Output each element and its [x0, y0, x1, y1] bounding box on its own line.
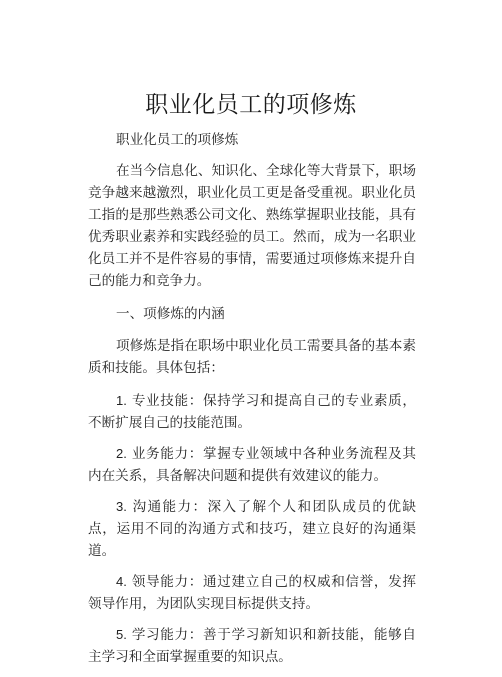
document-title: 职业化员工的项修炼 [145, 92, 357, 118]
list-item [88, 624, 416, 668]
list-item-text: 沟通能力：深入了解个人和团队成员的优缺点，运用不同的沟通方式和技巧，建立良好的沟通渠道。 [88, 499, 416, 559]
list-item-text: 专业技能：保持学习和提高自己的专业素质，不断扩展自己的技能范围。 [88, 393, 416, 431]
list-item [88, 390, 416, 434]
section-intro-paragraph: 项修炼是指在职场中职业化员工需要具备的基本素质和技能。具体包括： [88, 338, 416, 376]
list-item [88, 571, 416, 615]
list-item-text: 学习能力：善于学习新知识和新技能，能够自主学习和全面掌握重要的知识点。 [88, 627, 416, 665]
document-subtitle: 职业化员工的项修炼 [116, 132, 239, 148]
list-item-number: 4. [116, 574, 127, 589]
intro-paragraph: 在当今信息化、知识化、全球化等大背景下，职场竞争越来越激烈，职业化员工更是备受重视。职业化员工指的是那些熟悉公司文化、熟练掌握职业技能，具有优秀职业素养和实践经验的员工。然而，成为一名职业化员工并不是件容易的事情，需要通过项修炼来提升自己的能力和竞争力。 [88, 163, 416, 289]
list-item-number: 2. [116, 446, 127, 461]
list-item-text: 领导能力：通过建立自己的权威和信誉，发挥领导作用，为团队实现目标提供支持。 [88, 574, 416, 612]
list-item-number: 3. [116, 499, 127, 514]
section-heading: 一、项修炼的内涵 [116, 306, 225, 322]
document-body [88, 124, 416, 677]
list-item-number: 5. [116, 627, 127, 642]
list-item-text: 业务能力：掌握专业领域中各种业务流程及其内在关系，具备解决问题和提供有效建议的能力。 [88, 446, 416, 484]
list-item [88, 443, 416, 487]
list-item [88, 496, 416, 562]
list-item-number: 1. [116, 393, 127, 408]
